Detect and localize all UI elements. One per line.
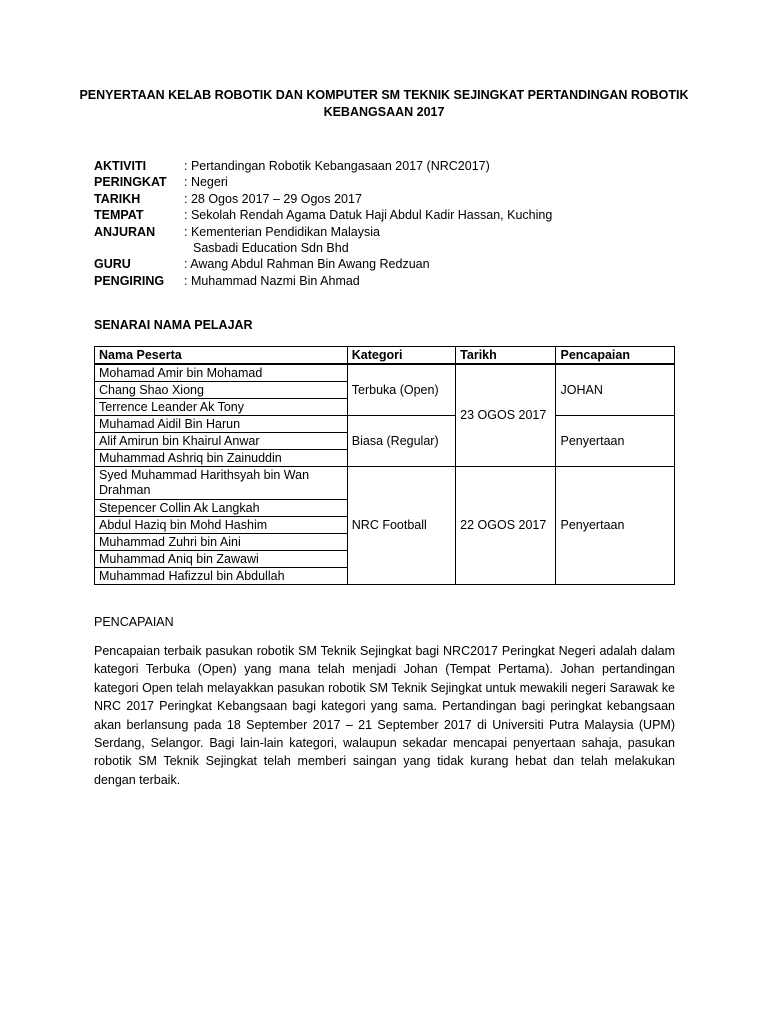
info-value: : Muhammad Nazmi Bin Ahmad (184, 273, 360, 288)
info-value: : Pertandingan Robotik Kebangasaan 2017 (NRC2017) (184, 159, 490, 173)
participant-name: Muhammad Zuhri bin Aini (95, 534, 348, 551)
date-cell: 23 OGOS 2017 (456, 364, 556, 467)
info-label: TARIKH (94, 191, 141, 206)
table-row (95, 467, 675, 500)
participant-name: Muhamad Aidil Bin Harun (95, 416, 348, 433)
info-row-tempat (94, 207, 694, 223)
table-header: Tarikh (456, 347, 556, 365)
info-value: : Negeri (184, 175, 228, 190)
participant-name: Muhammad Ashriq bin Zainuddin (95, 450, 348, 467)
senarai-heading: SENARAI NAMA PELAJAR (94, 318, 253, 332)
info-value-line: Sasbadi Education Sdn Bhd (193, 240, 349, 255)
info-block (94, 158, 694, 289)
info-row-anjuran (94, 224, 694, 257)
participant-name: Muhammad Hafizzul bin Abdullah (95, 568, 348, 585)
participant-name: Alif Amirun bin Khairul Anwar (95, 433, 348, 450)
info-label: AKTIVITI (94, 159, 147, 173)
participant-name: Stepencer Collin Ak Langkah (95, 500, 348, 517)
info-row-pengiring (94, 273, 694, 289)
info-value: : 28 Ogos 2017 – 29 Ogos 2017 (184, 191, 362, 206)
info-label: PERINGKAT (94, 175, 167, 190)
achievement-cell: Penyertaan (556, 467, 675, 585)
participant-name: Mohamad Amir bin Mohamad (95, 364, 348, 382)
info-value: : Sekolah Rendah Agama Datuk Haji Abdul Kadir Hassan, Kuching (184, 208, 553, 223)
info-label: GURU (94, 257, 131, 272)
info-label: PENGIRING (94, 273, 165, 288)
category-cell: Biasa (Regular) (347, 416, 455, 467)
participant-name: Muhammad Aniq bin Zawawi (95, 551, 348, 568)
info-row-peringkat (94, 174, 694, 190)
info-label: TEMPAT (94, 208, 144, 223)
document-title: PENYERTAAN KELAB ROBOTIK DAN KOMPUTER SM TEKNIK SEJINGKAT PERTANDINGAN ROBOTIK KEBANGSAAN 2017 (79, 88, 689, 119)
participant-name: Syed Muhammad Harithsyah bin Wan Drahman (95, 467, 348, 500)
participant-name: Abdul Haziq bin Mohd Hashim (95, 517, 348, 534)
achievement-cell: JOHAN (556, 364, 675, 416)
pencapaian-paragraph: Pencapaian terbaik pasukan robotik SM Teknik Sejingkat bagi NRC2017 Peringkat Negeri adalah dalam kategori Terbuka (Open) yang mana telah menjadi Johan (Tempat Pertama). Johan pertandingan kategori Open telah melayakkan pasukan robotik SM Teknik Sejingkat untuk mewakili negeri Sarawak ke NRC 2017 Peringkat Kebangsaan bagi kategori yang sama. Pertandingan bagi peringkat kebangsaan akan berlansung pada 18 September 2017 – 21 September 2017 di Universiti Putra Malaysia (UPM) Serdang, Selangor. Bagi lain-lain kategori, walaupun sekadar mencapai penyertaan sahaja, pasukan robotik SM Teknik Sejingkat telah memberi saingan yang tidak kurang hebat dan telah melakukan dengan terbaik. (94, 644, 675, 787)
table-header: Kategori (347, 347, 455, 365)
info-value-line: : Kementerian Pendidikan Malaysia (184, 224, 380, 239)
info-value: : Awang Abdul Rahman Bin Awang Redzuan (184, 257, 430, 272)
participant-name: Terrence Leander Ak Tony (95, 399, 348, 416)
table-header: Pencapaian (556, 347, 675, 365)
date-cell: 22 OGOS 2017 (456, 467, 556, 585)
info-row-tarikh (94, 191, 694, 207)
table-header-row (95, 347, 675, 365)
category-cell: Terbuka (Open) (347, 364, 455, 416)
table-header: Nama Peserta (95, 347, 348, 365)
student-table (94, 346, 675, 585)
participant-name: Chang Shao Xiong (95, 382, 348, 399)
pencapaian-heading: PENCAPAIAN (94, 615, 174, 629)
info-value (184, 224, 694, 257)
achievement-cell: Penyertaan (556, 416, 675, 467)
info-row-guru (94, 256, 694, 272)
table-row (95, 364, 675, 382)
table-row (95, 416, 675, 433)
info-row-aktiviti (94, 158, 694, 174)
info-label: ANJURAN (94, 224, 156, 239)
category-cell: NRC Football (347, 467, 455, 585)
